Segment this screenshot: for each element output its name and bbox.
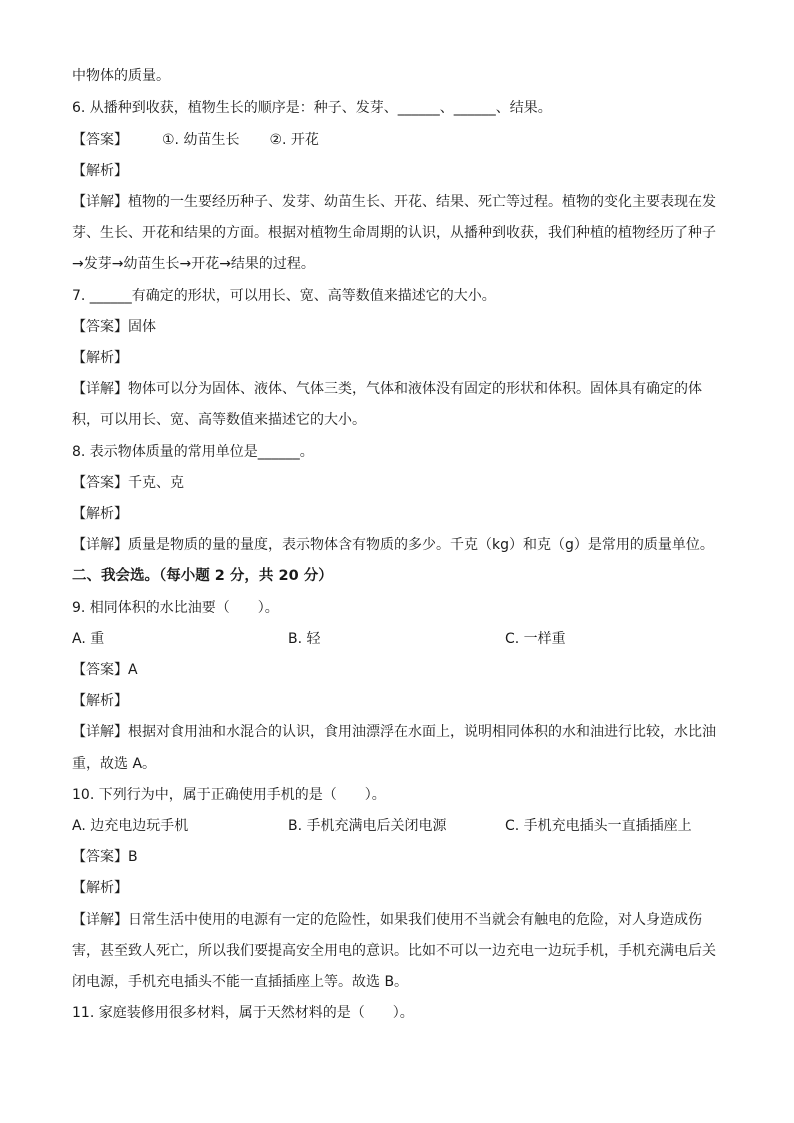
analysis-tag: 【解析】 bbox=[72, 350, 128, 366]
detail-text: 【详解】物体可以分为固体、液体、气体三类，气体和液体没有固定的形状和体积。固体具有确定的体 bbox=[72, 381, 702, 397]
answer-item-2: ②. 开花 bbox=[269, 132, 319, 148]
question-10: 10. 下列行为中，属于正确使用手机的是（ ）。 bbox=[72, 787, 386, 803]
detail-text: 【详解】植物的一生要经历种子、发芽、幼苗生长、开花、结果、死亡等过程。植物的变化主要表现在发 bbox=[72, 194, 716, 210]
option-b: B. 手机充满电后关闭电源 bbox=[288, 818, 447, 834]
detail-text: 【详解】根据对食用油和水混合的认识，食用油漂浮在水面上，说明相同体积的水和油进行比较，水比油 bbox=[72, 724, 716, 740]
section-heading: 二、我会选。（每小题 2 分，共 20 分） bbox=[72, 568, 333, 584]
option-c: C. 手机充电插头一直插插座上 bbox=[505, 818, 692, 834]
detail-text: 害，甚至致人死亡，所以我们要提高安全用电的意识。比如不可以一边充电一边玩手机，手机充满电后关 bbox=[72, 943, 716, 959]
detail-text: →发芽→幼苗生长→开花→结果的过程。 bbox=[72, 256, 315, 272]
option-b: B. 轻 bbox=[288, 631, 321, 647]
analysis-tag: 【解析】 bbox=[72, 506, 128, 522]
answer-line: 【答案】千克、克 bbox=[72, 475, 184, 491]
question-8: 8. 表示物体质量的常用单位是______。 bbox=[72, 444, 314, 460]
option-c: C. 一样重 bbox=[505, 631, 566, 647]
question-6: 6. 从播种到收获，植物生长的顺序是：种子、发芽、______、______、结果。 bbox=[72, 100, 552, 116]
detail-text: 积，可以用长、宽、高等数值来描述它的大小。 bbox=[72, 412, 366, 428]
answer-line bbox=[72, 130, 724, 150]
text-line: 中物体的质量。 bbox=[72, 68, 170, 84]
answer-item-1: ①. 幼苗生长 bbox=[162, 132, 240, 148]
detail-text: 重，故选 A。 bbox=[72, 756, 157, 772]
question-9: 9. 相同体积的水比油要（ ）。 bbox=[72, 600, 279, 616]
detail-text: 芽、生长、开花和结果的方面。根据对植物生命周期的认识，从播种到收获，我们种植的植物经历了种子 bbox=[72, 225, 716, 241]
detail-text: 【详解】质量是物质的量的量度，表示物体含有物质的多少。千克（kg）和克（g）是常用的质量单位。 bbox=[72, 537, 714, 553]
detail-text: 闭电源，手机充电插头不能一直插插座上等。故选 B。 bbox=[72, 974, 409, 990]
question-11: 11. 家庭装修用很多材料，属于天然材料的是（ ）。 bbox=[72, 1005, 414, 1021]
question-7: 7. ______有确定的形状，可以用长、宽、高等数值来描述它的大小。 bbox=[72, 288, 496, 304]
option-a: A. 重 bbox=[72, 631, 105, 647]
answer-line: 【答案】A bbox=[72, 662, 138, 678]
analysis-tag: 【解析】 bbox=[72, 163, 128, 179]
answer-line: 【答案】固体 bbox=[72, 319, 156, 335]
detail-text: 【详解】日常生活中使用的电源有一定的危险性，如果我们使用不当就会有触电的危险，对人身造成伤 bbox=[72, 912, 702, 928]
analysis-tag: 【解析】 bbox=[72, 880, 128, 896]
answer-line: 【答案】B bbox=[72, 849, 138, 865]
answer-tag: 【答案】 bbox=[72, 132, 128, 148]
option-a: A. 边充电边玩手机 bbox=[72, 818, 189, 834]
analysis-tag: 【解析】 bbox=[72, 693, 128, 709]
